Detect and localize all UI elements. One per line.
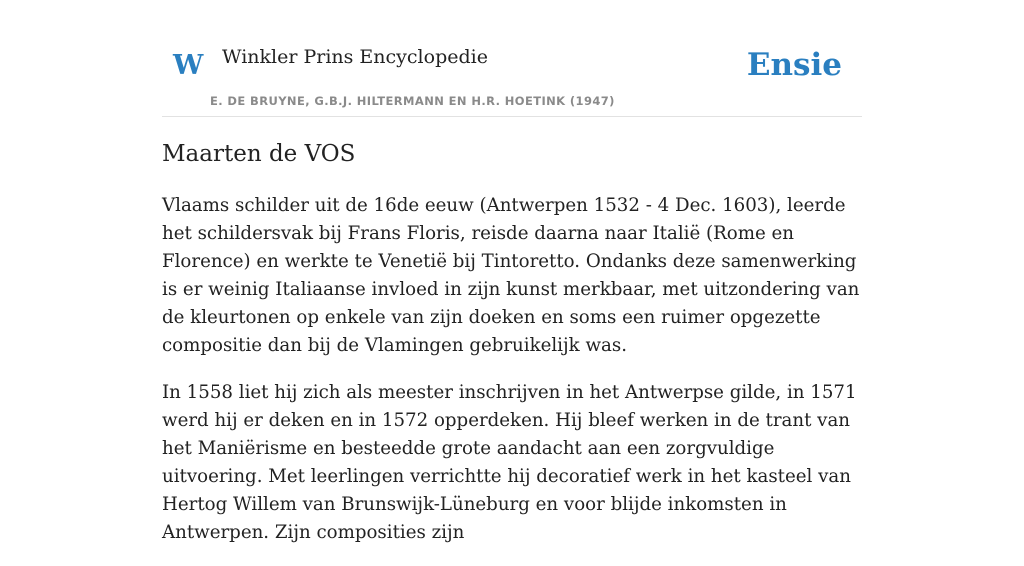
winkler-prins-logo-icon[interactable]: W	[173, 50, 204, 81]
publication-title[interactable]: Winkler Prins Encyclopedie	[222, 46, 488, 68]
article-paragraph-1: Vlaams schilder uit de 16de eeuw (Antwerpen 1532 - 4 Dec. 1603), leerde het schildersvak bij Frans Floris, reisde daarna naar Italië (Rome en Florence) en werkte te Venetië bij Tintoretto. Ondanks deze samenwerking is er weinig Italiaanse invloed in zijn kunst merkbaar, met uitzondering van de kleurtonen op enkele van zijn doeken en soms een ruimer opgezette compositie dan bij de Vlamingen gebruikelijk was.	[162, 194, 860, 356]
article	[162, 140, 862, 566]
publication-authors: E. DE BRUYNE, G.B.J. HILTERMANN EN H.R. HOETINK (1947)	[210, 94, 615, 108]
article-paragraph-2: In 1558 liet hij zich als meester inschrijven in het Antwerpse gilde, in 1571 werd hij er deken en in 1572 opperdeken. Hij bleef werken in de trant van het Maniërisme en besteedde grote aandacht aan een zorgvuldige uitvoering. Met leerlingen verrichtte hij decoratief werk in het kasteel van Hertog Willem van Brunswijk-Lüneburg en voor blijde inkomsten in Antwerpen. Zijn composities zijn	[162, 381, 857, 543]
article-title: Maarten de VOS	[162, 141, 356, 167]
ensie-brand-link[interactable]: Ensie	[746, 47, 842, 83]
site-header	[162, 0, 862, 117]
